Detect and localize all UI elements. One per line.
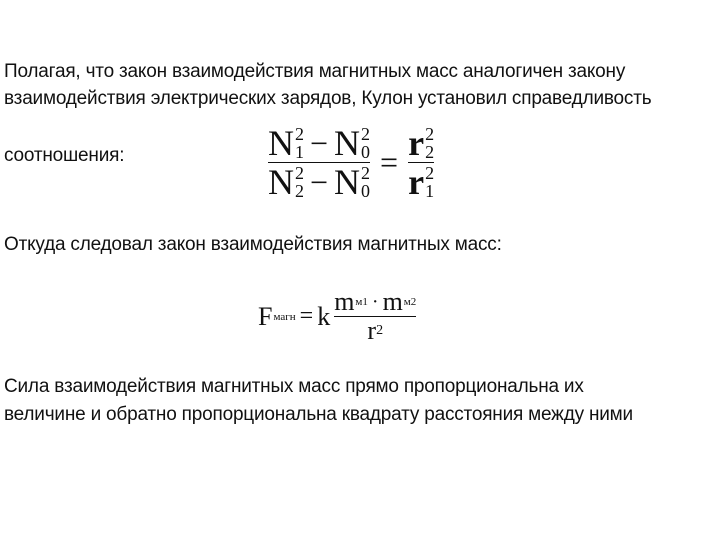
multiply-dot: · xyxy=(371,290,379,313)
symbol-n0-sup: 2 xyxy=(361,124,371,144)
symbol-n1-sup: 2 xyxy=(295,124,304,144)
force-denominator xyxy=(367,317,383,345)
symbol-n0-sub: 0 xyxy=(361,142,371,162)
symbol-k: k xyxy=(317,301,331,331)
ratio-rhs-numerator xyxy=(408,124,434,162)
ratio-formula xyxy=(268,124,434,201)
intro-text-line-2: взаимодействия электрических зарядов, Кулон установил справедливость xyxy=(4,88,652,109)
conclusion-text-line-1: Сила взаимодействия магнитных масс прямо пропорциональна их xyxy=(4,376,584,397)
symbol-m2-sub: м2 xyxy=(403,296,417,308)
symbol-r2-sub: 2 xyxy=(425,142,435,162)
symbol-f-sub: магн xyxy=(273,310,296,323)
force-numerator xyxy=(334,288,416,316)
symbol-n0-base: N xyxy=(334,123,361,163)
minus-sign: − xyxy=(310,124,329,161)
symbol-r-base: r xyxy=(367,316,377,345)
intro-text-line-1: Полагая, что закон взаимодействия магнитных масс аналогичен закону xyxy=(4,61,626,82)
symbol-n2-sup: 2 xyxy=(295,163,304,183)
symbol-n1-base: N xyxy=(268,123,294,163)
ratio-lhs-numerator xyxy=(268,124,370,162)
symbol-n1-sub: 1 xyxy=(295,142,304,162)
symbol-m2-base: m xyxy=(382,287,403,316)
symbol-m1-sub: м1 xyxy=(355,296,368,308)
ratio-rhs-denominator xyxy=(408,163,434,201)
symbol-m1-base: m xyxy=(334,287,355,316)
conclusion-text-line-2: величине и обратно пропорциональна квадрату расстояния между ними xyxy=(4,404,633,425)
intro-text-line-3: соотношения: xyxy=(4,145,125,166)
force-formula xyxy=(258,288,416,345)
symbol-r1-sub: 1 xyxy=(425,181,435,201)
ratio-lhs-fraction xyxy=(268,124,370,201)
symbol-f-base: F xyxy=(258,301,273,331)
consequence-text: Откуда следовал закон взаимодействия магнитных масс: xyxy=(4,234,502,255)
symbol-n0-sub: 0 xyxy=(361,181,371,201)
equals-sign: = xyxy=(299,303,314,329)
symbol-n0-sup: 2 xyxy=(361,163,371,183)
ratio-rhs-fraction xyxy=(408,124,434,201)
symbol-r-sup: 2 xyxy=(376,323,384,338)
symbol-r1-base: r xyxy=(408,162,425,202)
symbol-n2-base: N xyxy=(268,162,294,202)
ratio-lhs-denominator xyxy=(268,163,370,201)
symbol-n0-base: N xyxy=(334,162,361,202)
symbol-r2-sup: 2 xyxy=(425,124,435,144)
minus-sign: − xyxy=(310,163,329,200)
symbol-r2-base: r xyxy=(408,123,425,163)
symbol-r1-sup: 2 xyxy=(425,163,435,183)
equals-sign: = xyxy=(380,144,399,180)
force-fraction xyxy=(334,288,416,345)
symbol-n2-sub: 2 xyxy=(295,181,304,201)
